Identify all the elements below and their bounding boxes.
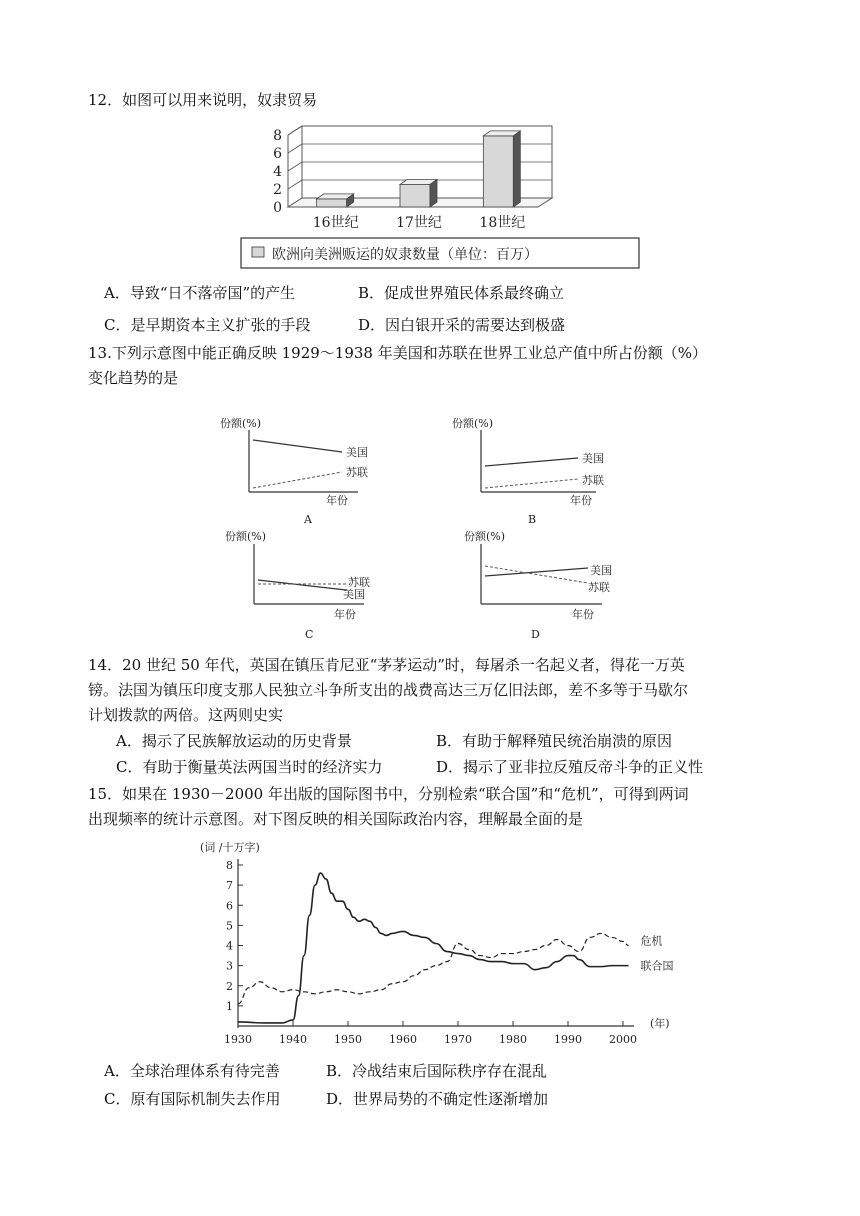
panel-d-letter: D (531, 628, 540, 641)
x-tick-label: 1960 (389, 1033, 417, 1046)
q15-option-a[interactable]: A．全球治理体系有待完善 (104, 1062, 280, 1080)
x-tick-label: 1970 (444, 1033, 472, 1046)
panel-c-x-label: 年份 (334, 608, 356, 621)
q14-stem-line1: 14．20 世纪 50 年代，英国在镇压肯尼亚“茅茅运动”时，每屠杀一名起义者，得花一万英 (88, 656, 685, 674)
panel-d-us-label: 美国 (590, 564, 612, 577)
y-tick-label: 2 (273, 182, 282, 198)
y-axis-label: (词 /十万字) (200, 841, 260, 854)
y-tick-label: 0 (273, 200, 282, 216)
x-category-label: 16世纪 (312, 215, 359, 231)
panel-d-y-label: 份额(%) (464, 530, 506, 543)
panel-b-us-label: 美国 (582, 452, 604, 465)
panel-a-ussr-label: 苏联 (346, 466, 368, 479)
q13-stem-line2: 变化趋势的是 (88, 369, 179, 387)
panel-a-letter: A (304, 513, 312, 526)
q14-option-c[interactable]: C．有助于衡量英法两国当时的经济实力 (116, 758, 383, 776)
y-tick-label: 4 (226, 939, 233, 953)
panel-c-letter: C (305, 628, 314, 641)
q15-option-c[interactable]: C．原有国际机制失去作用 (104, 1090, 281, 1108)
q12-option-c[interactable]: C．是早期资本主义扩张的手段 (104, 316, 311, 334)
y-tick-label: 8 (226, 859, 233, 872)
panel-a-x-label: 年份 (326, 494, 348, 507)
panel-d-ussr-label: 苏联 (588, 581, 610, 594)
y-tick-label: 8 (273, 128, 282, 144)
panel-a-y-label: 份额(%) (220, 417, 262, 430)
x-tick-label: 1930 (224, 1033, 252, 1046)
y-tick-label: 6 (226, 899, 233, 913)
x-category-label: 18世纪 (479, 215, 526, 231)
q15-stem-line1: 15．如果在 1930－2000 年出版的国际图书中，分别检索“联合国”和“危机”，可得到两词 (88, 785, 689, 803)
panel-b-y-label: 份额(%) (452, 417, 494, 430)
panel-a-us-label: 美国 (346, 446, 368, 459)
y-tick-label: 5 (226, 919, 233, 933)
x-tick-label: 1980 (499, 1033, 527, 1046)
q12-option-d[interactable]: D．因白银开采的需要达到极盛 (358, 316, 566, 334)
y-tick-label: 3 (226, 959, 233, 973)
series-un-line (238, 873, 629, 1023)
panel-c-us-label: 美国 (343, 588, 365, 601)
q15-stem-line2: 出现频率的统计示意图。对下图反映的相关国际政治内容，理解最全面的是 (88, 810, 584, 828)
series-crisis-label: 危机 (640, 934, 663, 948)
panel-c-ussr-label: 苏联 (348, 576, 370, 589)
q15-option-b[interactable]: B．冷战结束后国际秩序存在混乱 (326, 1062, 548, 1080)
y-tick-label: 7 (226, 879, 233, 893)
q12-option-b[interactable]: B．促成世界殖民体系最终确立 (358, 284, 565, 302)
y-tick-label: 6 (273, 146, 282, 162)
x-tick-label: 2000 (609, 1033, 637, 1046)
legend-label: 欧洲向美洲贩运的奴隶数量（单位：百万） (272, 247, 538, 263)
q14-option-d[interactable]: D．揭示了亚非拉反殖反帝斗争的正义性 (436, 758, 704, 776)
series-crisis-line (238, 933, 629, 1003)
x-tick-label: 1950 (334, 1033, 362, 1046)
q12-stem: 12．如图可以用来说明，奴隶贸易 (88, 91, 318, 109)
x-axis-label: (年) (650, 1017, 670, 1030)
panel-c-y-label: 份额(%) (225, 530, 267, 543)
y-tick-label: 4 (273, 164, 282, 180)
y-tick-label: 2 (226, 979, 233, 993)
q13-stem-line1: 13.下列示意图中能正确反映 1929～1938 年美国和苏联在世界工业总产值中所占份额（%） (88, 344, 707, 362)
panel-d-x-label: 年份 (572, 608, 594, 621)
q14-option-a[interactable]: A．揭示了民族解放运动的历史背景 (116, 732, 352, 750)
panel-b-ussr-label: 苏联 (582, 474, 604, 487)
series-un-label: 联合国 (640, 959, 674, 973)
q14-stem-line3: 计划拨款的两倍。这两则史实 (88, 706, 284, 724)
x-tick-label: 1940 (279, 1033, 307, 1046)
q14-stem-line2: 镑。法国为镇压印度支那人民独立斗争所支出的战费高达三万亿旧法郎，差不多等于马歇尔 (88, 681, 689, 699)
q15-option-d[interactable]: D．世界局势的不确定性逐渐增加 (326, 1090, 549, 1108)
x-tick-label: 1990 (554, 1033, 582, 1046)
panel-b-letter: B (528, 513, 537, 526)
q12-option-a[interactable]: A．导致“日不落帝国”的产生 (104, 284, 296, 302)
y-tick-label: 1 (226, 999, 233, 1013)
x-category-label: 17世纪 (396, 215, 442, 231)
panel-b-x-label: 年份 (570, 494, 592, 507)
q14-option-b[interactable]: B．有助于解释殖民统治崩溃的原因 (436, 732, 673, 750)
